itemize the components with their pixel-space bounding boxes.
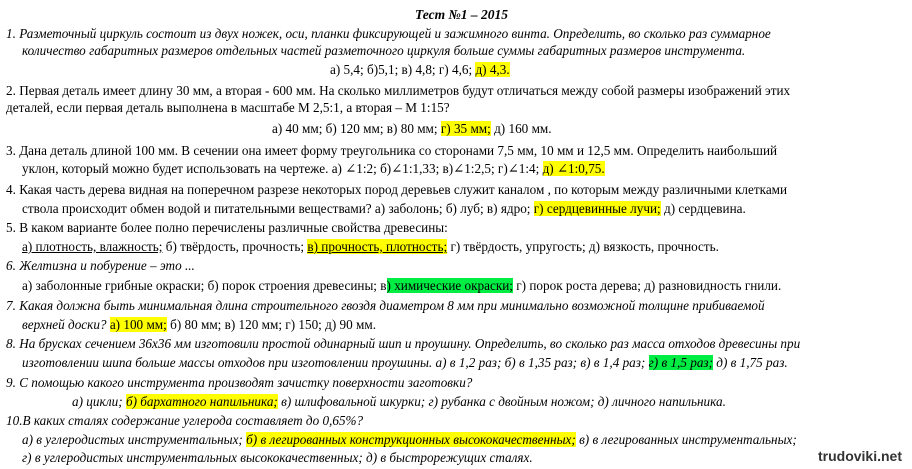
q4-line1: 4. Какая часть дерева видная на поперечном разрезе некоторых пород деревьев служит каналом , по которым между различными клетками [6,182,788,197]
q3-answer: д) ∠1:0,75. [542,161,605,176]
q1-options [330,62,510,78]
page-title: Тест №1 – 2015 [415,7,509,22]
q7-line1: 7. Какая должна быть минимальная длина строительного гвоздя диаметром 8 мм при минимально возможной толщине прибиваемой [6,298,765,313]
q7-line2 [22,317,376,333]
q5-option-d: д) вязкость, прочность. [585,239,719,254]
q9-option-a: а) цикли; [72,394,126,409]
q3-line2-text: уклон, который можно будет использовать на чертеже. а) ∠1:2; б)∠1:1,33; в)∠1:2,5; г)∠1:4; [22,161,543,176]
q5-option-b: б) твёрдость, прочность; [162,239,308,254]
q6-options-after: г) порок роста дерева; д) разновидность гнили. [512,278,782,293]
q8-line2-text: изготовлении шипа больше массы отходов при изготовлении проушины. а) в 1,2 раз; б) в 1,35 раз; в) в 1,4 раз; [22,355,649,370]
q6-line1: 6. Желтизна и побурение – это ... [6,258,195,273]
q10-answer: б) в легированных конструкционных высококачественных; [246,432,576,447]
q2-options-after: д) 160 мм. [490,121,552,136]
q2-line2: деталей, если первая деталь выполнена в масштабе М 2,5:1, а вторая – М 1:15? [6,100,450,115]
q10-line1: 10.В каких сталях содержание углерода составляет до 0,65%? [6,413,364,428]
q6-answer: ) химические окраски; [386,278,513,293]
q2-options-text: а) 40 мм; б) 120 мм; в) 80 мм; [272,121,441,136]
q6-options-text: а) заболонные грибные окраски; б) порок строения древесины; в [22,278,387,293]
q5-answer: в) прочность, плотность; [307,239,448,254]
q2-line1: 2. Первая деталь имеет длину 30 мм, а вторая - 600 мм. На сколько миллиметров будут отличаться между собой размеры изображений этих [6,83,791,98]
q10-line3: г) в углеродистых инструментальных высококачественных; д) в быстрорежущих сталях. [22,450,533,465]
q10-line2 [22,432,797,448]
q3-line2 [22,161,605,177]
q4-line2-after: д) сердцевина. [660,201,746,216]
site-watermark: trudoviki.net [817,448,902,464]
q5-option-g: г) твёрдость, упругость; [447,239,586,254]
q2-answer: г) 35 мм; [440,121,491,136]
q9-options [72,394,726,410]
q7-line2-text: верхней доски? [22,317,110,332]
q4-answer: г) сердцевинные лучи; [533,201,661,216]
q5-line1: 5. В каком варианте более полно перечислены различные свойства древесины: [6,220,448,235]
q9-options-after: в) шлифовальной шкурки; г) рубанка с двойным ножом; д) личного напильника. [277,394,726,409]
q1-line1: 1. Разметочный циркуль состоит из двух ножек, оси, планки фиксирующей и зажимного винта. Определить, во сколько раз суммарное [6,26,771,41]
q1-line2: количество габаритных размеров отдельных частей разметочного циркуля больше суммы габаритных размеров инструмента. [22,43,746,58]
q8-line2-after: д) в 1,75 раз. [712,355,788,370]
q9-line1: 9. С помощью какого инструмента производят зачистку поверхности заготовки? [6,375,473,390]
q9-answer: б) бархатного напильника; [125,394,278,409]
q5-option-a: а) плотность, влажность; [22,239,163,254]
q8-line2 [22,355,788,371]
q10-line2-after: в) в легированных инструментальных; [575,432,797,447]
q7-answer: а) 100 мм; [109,317,167,332]
q4-line2-text: ствола происходит обмен водой и питательными веществами? а) заболонь; б) луб; в) ядро; [22,201,534,216]
q1-answer: д) 4,3. [475,62,510,77]
q3-line1: 3. Дана деталь длиной 100 мм. В сечении она имеет форму треугольника со сторонами 7,5 мм, 10 мм и 12,5 мм. Определить наибольший [6,143,778,158]
q6-options [22,278,781,294]
q8-line1: 8. На брусках сечением 36х36 мм изготовили простой одинарный шип и проушину. Определить, во сколько раз масса отходов древесины при [6,336,801,351]
q7-line2-after: б) 80 мм; в) 120 мм; г) 150; д) 90 мм. [166,317,376,332]
q1-options-text: а) 5,4; б)5,1; в) 4,8; г) 4,6; [330,62,476,77]
q10-option-a: а) в углеродистых инструментальных; [22,432,247,447]
q5-options [22,239,719,255]
q8-answer: г) в 1,5 раз; [648,355,713,370]
q4-line2 [22,201,746,217]
q2-options [272,121,552,137]
